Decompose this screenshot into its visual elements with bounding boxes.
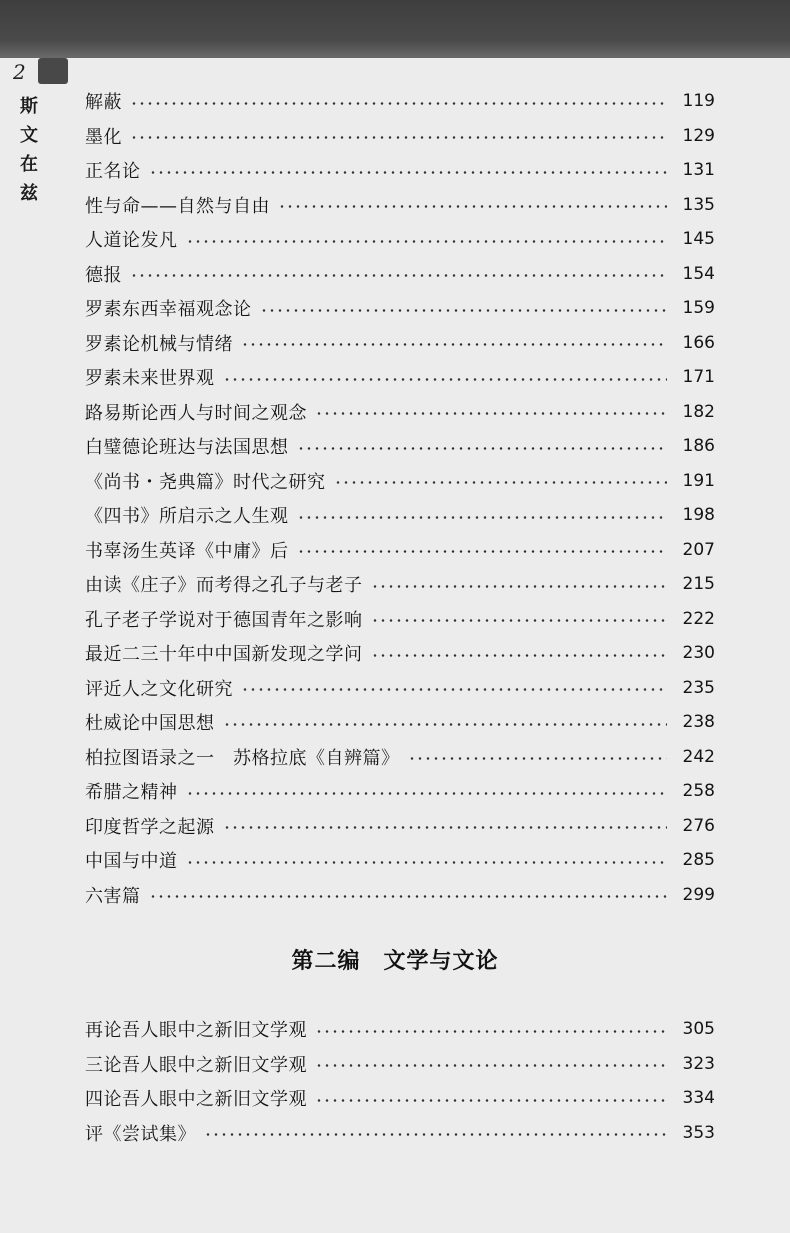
- toc-entry-title: 中国与中道: [85, 851, 178, 873]
- toc-entry-title: 人道论发凡: [85, 230, 178, 252]
- dot-leader: [297, 516, 668, 519]
- toc-entry-page: 182: [682, 401, 715, 422]
- page-number: 2: [13, 60, 26, 84]
- toc-entry-page: 242: [682, 746, 715, 767]
- dot-leader: [186, 792, 668, 795]
- dot-leader: [149, 171, 668, 174]
- toc-entry-page: 154: [682, 263, 715, 284]
- toc-entry[interactable]: [85, 878, 715, 913]
- toc-entry[interactable]: [85, 464, 715, 499]
- toc-entry[interactable]: [85, 84, 715, 119]
- toc-entry-title: 罗素未来世界观: [85, 368, 215, 390]
- running-title-char: 在: [20, 154, 38, 175]
- running-title-char: 文: [20, 125, 38, 146]
- toc-entry-title: 六害篇: [85, 885, 141, 907]
- dot-leader: [315, 412, 667, 415]
- toc-entry-title: 希腊之精神: [85, 782, 178, 804]
- dot-leader: [315, 1030, 667, 1033]
- dot-leader: [223, 826, 668, 829]
- dot-leader: [241, 688, 667, 691]
- toc-entry[interactable]: [85, 705, 715, 740]
- toc-entry-title: 正名论: [85, 161, 141, 183]
- running-title: [14, 92, 44, 208]
- toc-entry-title: 评《尝试集》: [85, 1123, 196, 1145]
- running-title-char: 斯: [20, 96, 38, 117]
- toc-entry-title: 《尚书・尧典篇》时代之研究: [85, 471, 326, 493]
- dot-leader: [297, 550, 668, 553]
- toc-entry[interactable]: [85, 533, 715, 568]
- toc-entry-title: 再论吾人眼中之新旧文学观: [85, 1020, 307, 1042]
- dot-leader: [278, 205, 667, 208]
- toc-entry-title: 德报: [85, 264, 122, 286]
- toc-entry-page: 215: [682, 574, 715, 595]
- toc-entry[interactable]: [85, 395, 715, 430]
- toc-entry[interactable]: [85, 429, 715, 464]
- toc-entry-page: 222: [682, 608, 715, 629]
- dot-leader: [130, 136, 667, 139]
- toc-entry[interactable]: [85, 567, 715, 602]
- dot-leader: [130, 274, 667, 277]
- toc-entry-page: 285: [682, 850, 715, 871]
- toc-entry-title: 由读《庄子》而考得之孔子与老子: [85, 575, 363, 597]
- toc-entry-page: 230: [682, 643, 715, 664]
- toc-entry[interactable]: [85, 119, 715, 154]
- toc-entry-page: 334: [682, 1088, 715, 1109]
- toc-entry[interactable]: [85, 843, 715, 878]
- toc-entry[interactable]: [85, 671, 715, 706]
- toc-entry-page: 323: [682, 1053, 715, 1074]
- toc-entry-page: 207: [682, 539, 715, 560]
- toc-entry-title: 三论吾人眼中之新旧文学观: [85, 1054, 307, 1076]
- toc-entry[interactable]: [85, 360, 715, 395]
- toc-entry[interactable]: [85, 257, 715, 292]
- toc-entry[interactable]: [85, 602, 715, 637]
- toc-entry[interactable]: [85, 1047, 715, 1082]
- toc-entry-page: 276: [682, 815, 715, 836]
- dot-leader: [149, 895, 668, 898]
- dot-leader: [260, 309, 668, 312]
- toc-entry-page: 305: [682, 1019, 715, 1040]
- dot-leader: [334, 481, 668, 484]
- toc-entry-page: 186: [682, 436, 715, 457]
- toc-entry-title: 四论吾人眼中之新旧文学观: [85, 1089, 307, 1111]
- toc-entry-title: 柏拉图语录之一 苏格拉底《自辨篇》: [85, 747, 400, 769]
- toc-entry[interactable]: [85, 740, 715, 775]
- toc-entry-page: 299: [682, 884, 715, 905]
- running-title-char: 兹: [20, 183, 38, 204]
- dot-leader: [315, 1099, 667, 1102]
- toc-entry[interactable]: [85, 326, 715, 361]
- toc-entry-page: 159: [682, 298, 715, 319]
- toc-entry-title: 评近人之文化研究: [85, 678, 233, 700]
- dot-leader: [223, 723, 668, 726]
- dot-leader: [186, 240, 668, 243]
- toc-entry-title: 路易斯论西人与时间之观念: [85, 402, 307, 424]
- toc-entry-page: 119: [682, 91, 715, 112]
- publisher-logo-icon: [38, 58, 68, 84]
- toc-entry-page: 235: [682, 677, 715, 698]
- toc-entry[interactable]: [85, 291, 715, 326]
- toc-entry-page: 198: [682, 505, 715, 526]
- toc-entry-page: 135: [682, 194, 715, 215]
- toc-entry[interactable]: [85, 1012, 715, 1047]
- toc-entry-title: 杜威论中国思想: [85, 713, 215, 735]
- dot-leader: [241, 343, 667, 346]
- toc-entry-page: 145: [682, 229, 715, 250]
- top-scan-bar: [0, 0, 790, 58]
- toc-entry-page: 129: [682, 125, 715, 146]
- toc-list-section-two: [85, 1012, 715, 1150]
- toc-entry-page: 258: [682, 781, 715, 802]
- dot-leader: [371, 619, 668, 622]
- toc-entry[interactable]: [85, 222, 715, 257]
- toc-entry-title: 罗素论机械与情绪: [85, 333, 233, 355]
- section-heading: 第二编 文学与文论: [291, 948, 499, 974]
- toc-entry-title: 性与命——自然与自由: [85, 195, 270, 217]
- toc-entry-title: 白璧德论班达与法国思想: [85, 437, 289, 459]
- toc-entry-title: 书辜汤生英译《中庸》后: [85, 540, 289, 562]
- toc-entry[interactable]: [85, 498, 715, 533]
- dot-leader: [186, 861, 668, 864]
- toc-entry-title: 解蔽: [85, 92, 122, 114]
- toc-entry[interactable]: [85, 188, 715, 223]
- toc-list: [85, 84, 715, 912]
- toc-entry-title: 《四书》所启示之人生观: [85, 506, 289, 528]
- toc-entry[interactable]: [85, 809, 715, 844]
- toc-entry[interactable]: [85, 1081, 715, 1116]
- toc-entry-title: 孔子老子学说对于德国青年之影响: [85, 609, 363, 631]
- toc-entry-page: 166: [682, 332, 715, 353]
- toc-entry-page: 238: [682, 712, 715, 733]
- toc-entry-page: 191: [682, 470, 715, 491]
- toc-entry-title: 罗素东西幸福观念论: [85, 299, 252, 321]
- dot-leader: [223, 378, 668, 381]
- dot-leader: [371, 585, 668, 588]
- toc-entry[interactable]: [85, 636, 715, 671]
- toc-entry-title: 墨化: [85, 126, 122, 148]
- dot-leader: [315, 1064, 667, 1067]
- toc-entry-page: 131: [682, 160, 715, 181]
- toc-entry[interactable]: [85, 774, 715, 809]
- toc-entry-page: 353: [682, 1122, 715, 1143]
- toc-entry[interactable]: [85, 153, 715, 188]
- toc-entry[interactable]: [85, 1116, 715, 1151]
- toc-entry-title: 最近二三十年中中国新发现之学问: [85, 644, 363, 666]
- dot-leader: [130, 102, 667, 105]
- dot-leader: [408, 757, 668, 760]
- dot-leader: [371, 654, 668, 657]
- toc-entry-title: 印度哲学之起源: [85, 816, 215, 838]
- toc-entry-page: 171: [682, 367, 715, 388]
- dot-leader: [297, 447, 668, 450]
- dot-leader: [204, 1133, 667, 1136]
